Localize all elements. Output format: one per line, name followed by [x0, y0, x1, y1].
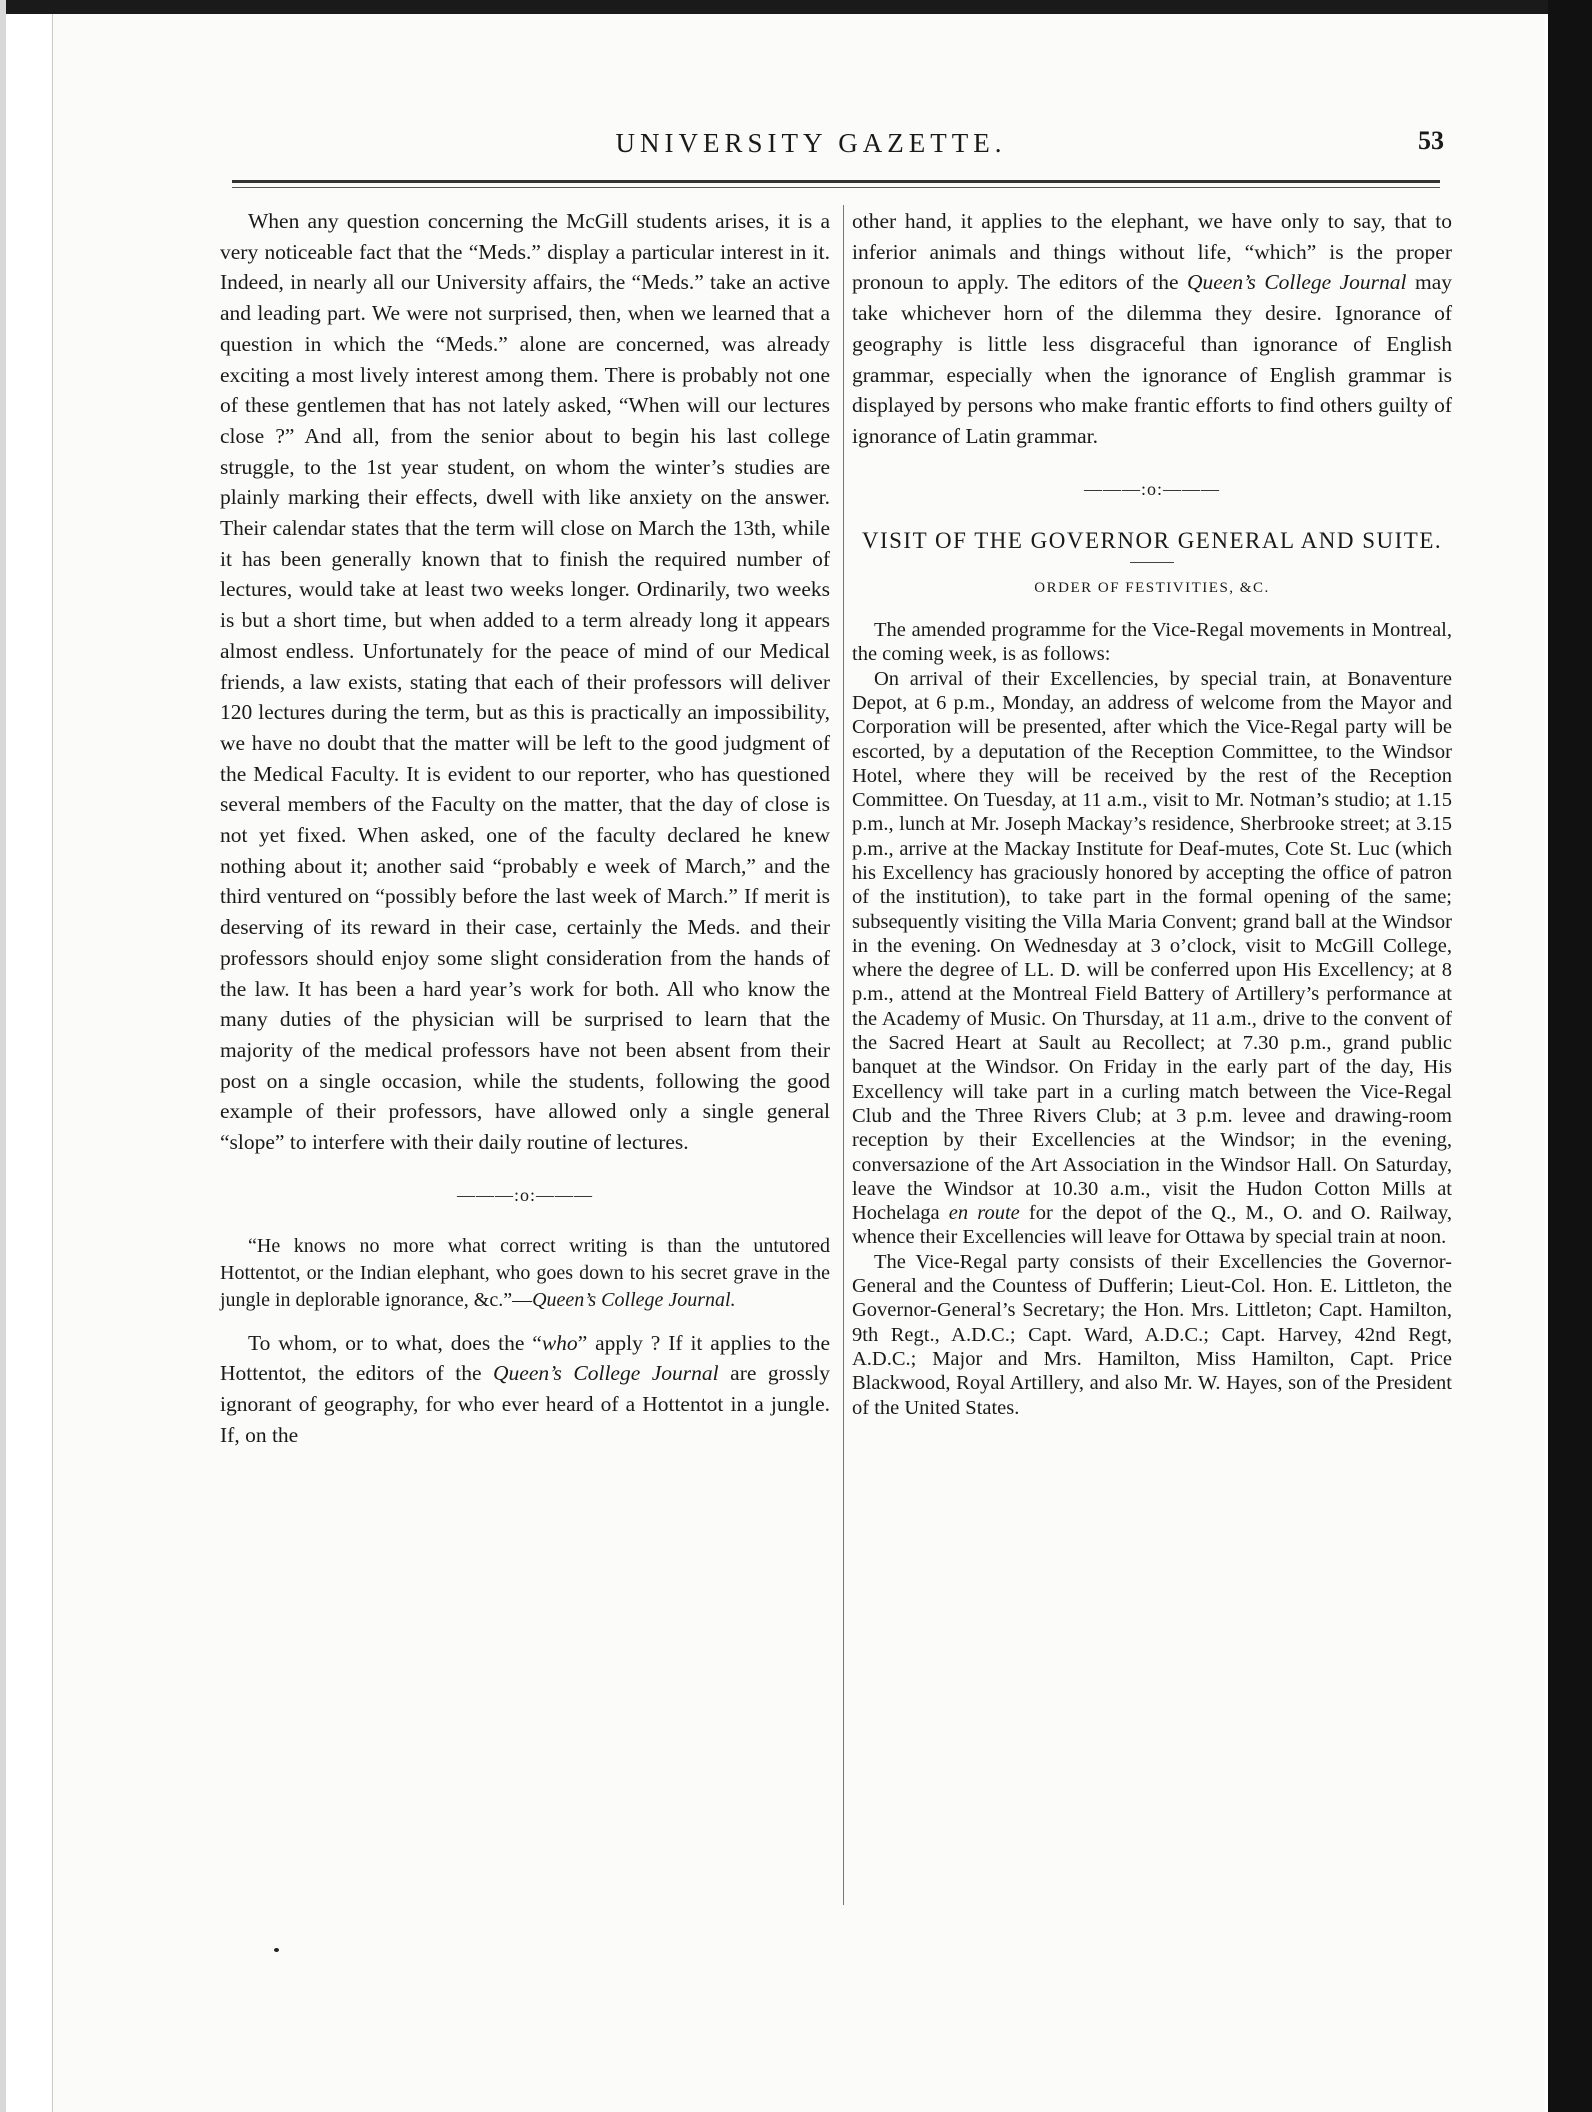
- page-number: 53: [1418, 126, 1444, 155]
- reply-text-1: To whom, or to what, does the “: [248, 1330, 542, 1355]
- section-separator-right: ———:o:———: [1083, 478, 1220, 499]
- programme-schedule: [852, 667, 1452, 1250]
- quote-source: Queen’s College Journal.: [532, 1288, 736, 1311]
- reply-text-3: are grossly ignorant of geography, for who ever heard of a Hottentot in a jungle. If, on the: [220, 1361, 831, 1447]
- festivities-subheading: ORDER OF FESTIVITIES, &C.: [1034, 580, 1270, 597]
- quoted-passage: [220, 1233, 830, 1314]
- visit-heading: VISIT OF THE GOVERNOR GENERAL AND SUITE.: [861, 528, 1443, 554]
- scan-speck: [274, 1948, 279, 1952]
- scan-left-edge: [0, 0, 6, 2112]
- heading-rule: [1130, 562, 1174, 563]
- schedule-text-2: for the depot of the Q., M., O. and O. Railway, whence their Excellencies will leave for Ottawa by special train at noon.: [852, 1202, 1452, 1249]
- reply-journal: Queen’s College Journal: [493, 1361, 719, 1386]
- column-divider: [843, 205, 844, 1905]
- reply-paragraph: [220, 1328, 830, 1451]
- header-rule-thin: [232, 187, 1440, 188]
- programme-intro: The amended programme for the Vice-Regal movements in Montreal, the coming week, is as follows:: [852, 619, 1452, 666]
- left-column: [220, 206, 830, 1450]
- quote-text: “He knows no more what correct writing is than the untutored Hottentot, or the Indian elephant, who goes down to his secret grave in the jungle in deplorable ignorance, &c.”—: [220, 1234, 830, 1311]
- journal-title: UNIVERSITY GAZETTE.: [615, 128, 1007, 158]
- running-head: [178, 120, 1444, 164]
- programme-text: [852, 618, 1452, 1420]
- section-separator: ———:o:———: [456, 1184, 593, 1205]
- vice-regal-party: The Vice-Regal party consists of their Excellencies the Governor-General and the Countess of Dufferin; Lieut-Col. Hon. E. Littleton, the Governor-General’s Secretary; the Hon. Mrs. Littleton; Capt. Hamilton, 9th Regt., A.D.C.; Capt. Ward, A.D.C.; Capt. Harvey, 42nd Regt, A.D.C.; Major and Mrs. Hamilton, Miss Hamilton, Capt. Price Blackwood, Royal Artillery, and also Mr. W. Hayes, son of the President of the United States.: [852, 1250, 1452, 1419]
- right-column: [852, 206, 1452, 1420]
- continuation-paragraph: [852, 206, 1452, 452]
- schedule-text-1: On arrival of their Excellencies, by special train, at Bonaventure Depot, at 6 p.m., Monday, an address of welcome from the Mayor and Corporation will be presented, after which the Vice-Regal party will be escorted, by a deputation of the Reception Committee, to the Windsor Hotel, where they will be received by the rest of the Reception Committee. On Tuesday, at 11 a.m., visit to Mr. Notman’s studio; at 1.15 p.m., lunch at Mr. Joseph Mackay’s residence, Sherbrooke street; at 3.15 p.m., arrive at the Mackay Institute for Deaf-mutes, Cote St. Luc (which his Excellency has graciously honored by accepting the office of patron of the institution), to take part in the formal opening of the same; subsequently visiting the Villa Maria Convent; grand ball at the Windsor in the evening. On Wednesday at 3 o’clock, visit to McGill College, where the degree of LL. D. will be conferred upon His Excellency; at 8 p.m., attend at the Montreal Field Battery of Artillery’s performance at the Academy of Music. On Thursday, at 11 a.m., drive to the convent of the Sacred Heart at Sault au Recollect; at 7.30 p.m., grand public banquet at the Windsor. On Friday in the early part of the day, His Excellency will take part in a curling match between the Vice-Regal Club and the Three Rivers Club; at 3 p.m. levee and drawing-room reception by their Excellencies at the Windsor; in the evening, conversazione of the Art Association in the Windsor Hall. On Saturday, leave the Windsor at 10.30 a.m., visit the Hudon Cotton Mills at Hochelaga: [852, 667, 1452, 1225]
- continuation-journal: Queen’s College Journal: [1187, 270, 1407, 295]
- reply-text-2: ” apply ? If it applies to the Hottentot, the editors of the: [220, 1330, 830, 1386]
- scan-top-edge: [0, 0, 1592, 14]
- continuation-text-2: may take whichever horn of the dilemma they desire. Ignorance of geography is little less disgraceful than ignorance of English grammar, especially when the ignorance of English grammar is displayed by persons who make frantic efforts to find others guilty of ignorance of Latin grammar.: [852, 270, 1452, 448]
- schedule-en-route: en route: [948, 1202, 1020, 1225]
- scan-right-edge: [1548, 0, 1592, 2112]
- continuation-text-1: other hand, it applies to the elephant, we have only to say, that to inferior animals and things without life, “which” is the proper pronoun to apply. The editors of the: [852, 209, 1452, 295]
- header-rule: [232, 180, 1440, 183]
- meds-article-paragraph: When any question concerning the McGill students arises, it is a very noticeable fact that the “Meds.” display a particular interest in it. Indeed, in nearly all our University affairs, the “Meds.” take an active and leading part. We were not surprised, then, when we learned that a question in which the “Meds.” alone are concerned, was already exciting a most lively interest among them. There is probably not one of these gentlemen that has not lately asked, “When will our lectures close ?” And all, from the senior about to begin his last college struggle, to the 1st year student, on whom the winter’s studies are plainly marking their effects, dwell with like anxiety on the answer. Their calendar states that the term will close on March the 13th, while it has been generally known that to finish the required number of lectures, would take at least two weeks longer. Ordinarily, two weeks is but a short time, but when added to a term already long it appears almost endless. Unfortunately for the peace of mind of our Medical friends, a law exists, stating that each of their professors will deliver 120 lectures during the term, but as this is practically an impossibility, we have no doubt that the matter will be left to the good judgment of the Medical Faculty. It is evident to our reporter, who has questioned several members of the Faculty on the matter, that the day of close is not yet fixed. When asked, one of the faculty declared he knew nothing about it; another said “probably e week of March,” and the third ventured on “possibly before the last week of March.” If merit is deserving of its reward in their case, certainly the Meds. and their professors should enjoy some slight consideration from the hands of the law. It has been a hard year’s work for both. All who know the many duties of the physician will be surprised to learn that the majority of the medical professors have not been absent from their post on a single occasion, while the students, following the good example of their professors, have allowed only a single general “slope” to interfere with their daily routine of lectures.: [220, 209, 830, 1155]
- reply-who: who: [541, 1330, 578, 1355]
